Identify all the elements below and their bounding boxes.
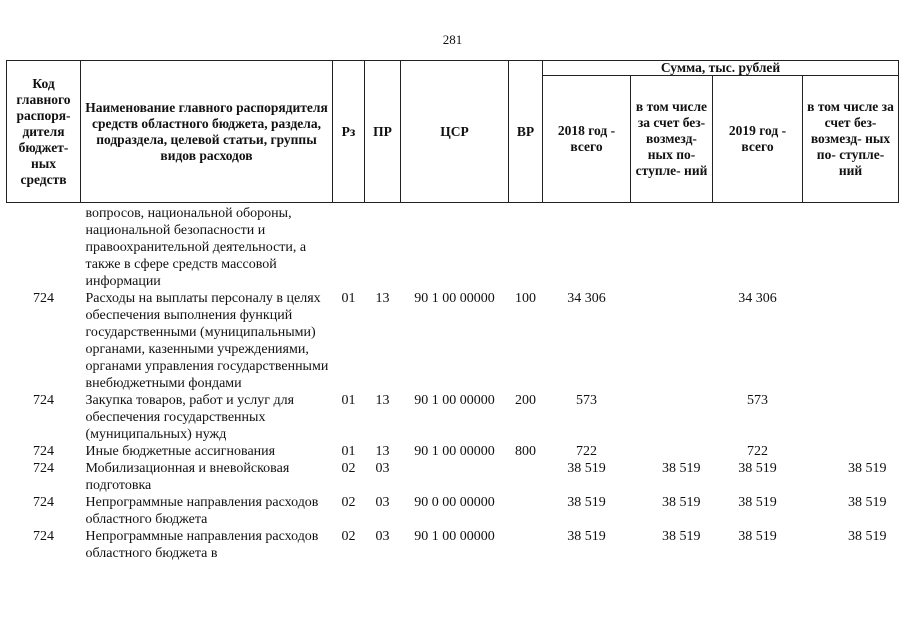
- header-sum-group: Сумма, тыс. рублей: [543, 61, 899, 76]
- header-2018-total: 2018 год - всего: [543, 76, 631, 203]
- cell-csr: 90 1 00 00000: [414, 444, 495, 459]
- cell-2019-free: 38 519: [848, 461, 887, 476]
- header-name: Наименование главного распорядителя средств областного бюджета, раздела, подраздела, целевой статьи, группы видов расходов: [81, 61, 333, 203]
- cell-2018-total: [543, 203, 631, 291]
- header-2019-free: в том числе за счет без- возмезд- ных по- ступле- ний: [803, 76, 899, 203]
- cell-pr: [365, 203, 401, 291]
- cell-2018-free: 38 519: [662, 461, 701, 476]
- table-header: [7, 61, 899, 203]
- cell-csr: 90 1 00 00000: [414, 291, 495, 306]
- cell-2018-total: 722: [576, 444, 597, 459]
- cell-2018-free: [631, 392, 713, 443]
- cell-rz: 01: [341, 291, 356, 306]
- cell-2019-total: 38 519: [738, 461, 777, 476]
- cell-2019-total: 722: [747, 444, 768, 459]
- header-pr: ПР: [365, 61, 401, 203]
- header-csr: ЦСР: [401, 61, 509, 203]
- cell-2018-total: 573: [576, 393, 597, 408]
- cell-vr: [509, 528, 543, 562]
- table-body: [7, 203, 899, 563]
- cell-2019-total: [713, 203, 803, 291]
- table-row: [7, 203, 899, 291]
- cell-2018-free: 38 519: [662, 529, 701, 544]
- cell-2018-total: 38 519: [567, 495, 606, 510]
- cell-pr: 13: [375, 444, 390, 459]
- cell-2019-total: 38 519: [738, 495, 777, 510]
- cell-name: Расходы на выплаты персоналу в целях обеспечения выполнения функций государственными (муниципальными) органами, казенными учреждениями, органами управления государственными внебюджетными фондами: [85, 291, 329, 391]
- header-code: Код главного распоря- дителя бюджет- ных средств: [7, 61, 81, 203]
- cell-csr: [401, 203, 509, 291]
- cell-2019-free: 38 519: [848, 495, 887, 510]
- cell-code: 724: [33, 529, 54, 544]
- cell-2018-total: 38 519: [567, 529, 606, 544]
- cell-csr: [401, 460, 509, 494]
- cell-2019-free: [803, 290, 899, 392]
- cell-2018-free: [631, 203, 713, 291]
- header-2018-free: в том числе за счет без- возмезд- ных по- ступле- ний: [631, 76, 713, 203]
- table-row: [7, 392, 899, 443]
- cell-vr: [509, 460, 543, 494]
- cell-pr: 03: [375, 529, 390, 544]
- header-vr: ВР: [509, 61, 543, 203]
- cell-2019-free: [803, 443, 899, 460]
- cell-csr: 90 1 00 00000: [414, 529, 495, 544]
- table-row: [7, 494, 899, 528]
- cell-vr: [509, 203, 543, 291]
- cell-csr: 90 0 00 00000: [414, 495, 495, 510]
- cell-code: 724: [33, 291, 54, 306]
- page-number: 281: [442, 32, 463, 47]
- cell-code: 724: [33, 393, 54, 408]
- cell-csr: 90 1 00 00000: [414, 393, 495, 408]
- cell-rz: [333, 203, 365, 291]
- cell-2019-total: 34 306: [738, 291, 777, 306]
- cell-2019-total: 38 519: [738, 529, 777, 544]
- cell-code: 724: [33, 495, 54, 510]
- cell-vr: 800: [515, 444, 536, 459]
- budget-table: [6, 60, 899, 562]
- cell-rz: 01: [341, 444, 356, 459]
- cell-vr: [509, 494, 543, 528]
- cell-pr: 03: [375, 495, 390, 510]
- table-row: [7, 290, 899, 392]
- cell-name: Мобилизационная и вневойсковая подготовка: [85, 461, 290, 493]
- cell-2019-free: 38 519: [848, 529, 887, 544]
- cell-name: Непрограммные направления расходов областного бюджета в: [85, 529, 319, 561]
- cell-2019-free: [803, 392, 899, 443]
- cell-name: Иные бюджетные ассигнования: [85, 444, 276, 459]
- cell-name: Непрограммные направления расходов областного бюджета: [85, 495, 319, 527]
- cell-2018-free: 38 519: [662, 495, 701, 510]
- cell-rz: 01: [341, 393, 356, 408]
- cell-code: 724: [33, 444, 54, 459]
- cell-pr: 03: [375, 461, 390, 476]
- cell-2019-free: [803, 203, 899, 291]
- cell-code: [7, 203, 81, 291]
- cell-2018-total: 34 306: [567, 291, 606, 306]
- cell-2018-total: 38 519: [567, 461, 606, 476]
- cell-rz: 02: [341, 529, 356, 544]
- cell-code: 724: [33, 461, 54, 476]
- cell-vr: 100: [515, 291, 536, 306]
- cell-pr: 13: [375, 393, 390, 408]
- cell-rz: 02: [341, 495, 356, 510]
- cell-2019-total: 573: [747, 393, 768, 408]
- cell-vr: 200: [515, 393, 536, 408]
- table-row: [7, 460, 899, 494]
- header-2019-total: 2019 год - всего: [713, 76, 803, 203]
- cell-2018-free: [631, 443, 713, 460]
- table-row: [7, 528, 899, 562]
- cell-pr: 13: [375, 291, 390, 306]
- header-rz: Рз: [333, 61, 365, 203]
- cell-2018-free: [631, 290, 713, 392]
- cell-name: Закупка товаров, работ и услуг для обеспечения государственных (муниципальных) нужд: [85, 393, 295, 442]
- cell-name: вопросов, национальной обороны, национальной безопасности и правоохранительной деятельности, а также в сфере средств массовой информации: [85, 206, 307, 289]
- cell-rz: 02: [341, 461, 356, 476]
- table-row: [7, 443, 899, 460]
